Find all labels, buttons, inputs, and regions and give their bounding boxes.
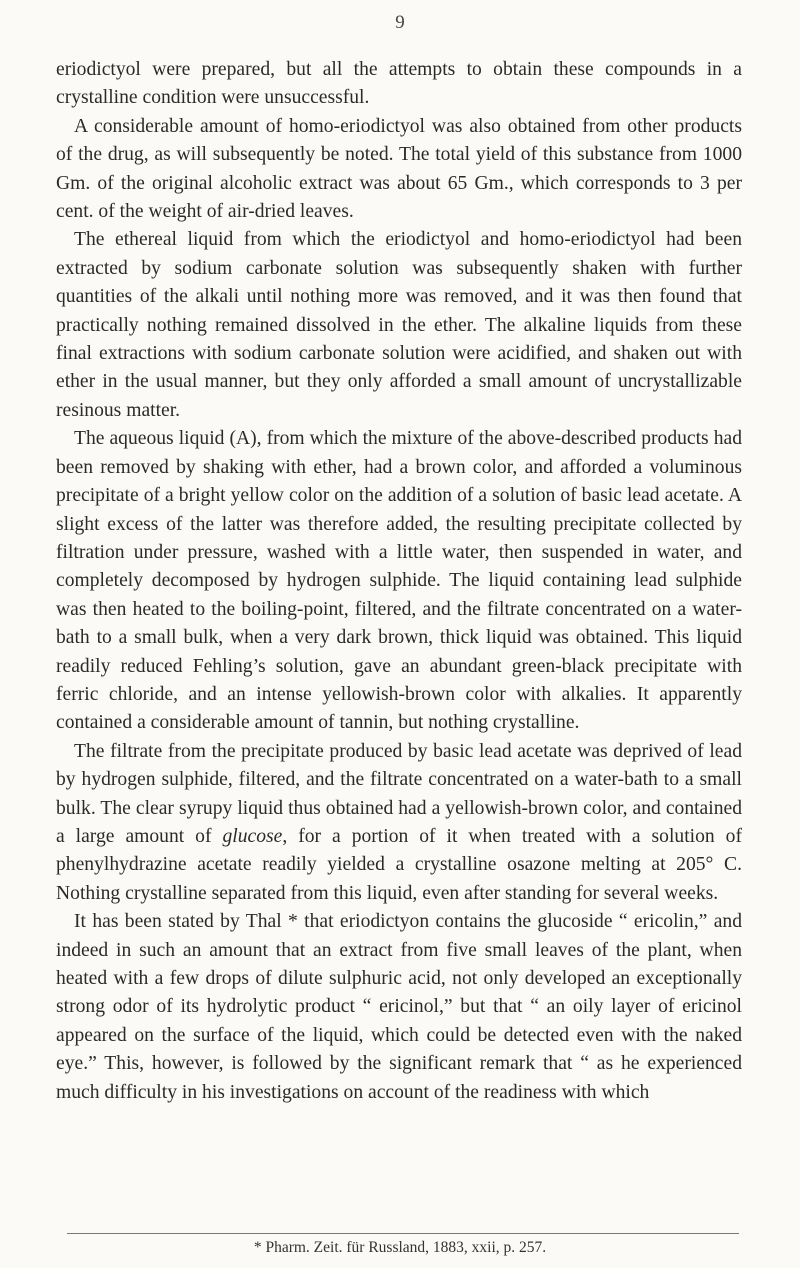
paragraph-text-before-italic: The filtrate from the precipitate produced by basic lead acetate was deprived of lead by hydrogen sulphide, filtered, and the filtrate concentrated on a water-bath to a small bulk. The clear syrupy liquid thus obtained had a yellowish-brown color, and contained a large amount of xyxy=(56,740,742,847)
paragraph-continuation: eriodictyol were prepared, but all the attempts to obtain these compounds in a crystalline condition were unsuccessful. xyxy=(56,59,742,109)
paragraph-aqueous-liquid: The aqueous liquid (A), from which the mixture of the above-described products had been removed by shaking with ether, had a brown color, and afforded a voluminous precipitate of a bright yellow color on the addition of a solution of basic lead acetate. A slight excess of the latter was therefore added, the resulting precipitate collected by filtration under pressure, washed with a little water, then suspended in water, and completely decomposed by hydrogen sulphide. The liquid containing lead sulphide was then heated to the boiling-point, filtered, and the filtrate concentrated on a water-bath to a small bulk, when a very dark brown, thick liquid was obtained. This liquid readily reduced Fehling’s solution, gave an abundant green-black precipitate with ferric chloride, and an intense yellowish-brown color with alkalies. It apparently contained a considerable amount of tannin, but nothing crystalline. xyxy=(56,428,742,734)
page-number: 9 xyxy=(395,12,405,33)
paragraph-homo-eriodictyol-yield: A considerable amount of homo-eriodictyol was also obtained from other products of the drug, as will subsequently be noted. The total yield of this substance from 1000 Gm. of the original alcoholic extract was about 65 Gm., which corresponds to 3 per cent. of the weight of air-dried leaves. xyxy=(56,115,742,223)
footnote: * Pharm. Zeit. für Russland, 1883, xxii, p. 257. xyxy=(253,1239,547,1256)
paragraph-filtrate-glucose xyxy=(56,738,742,908)
paragraph-thal-ericolin: It has been stated by Thal * that eriodictyon contains the glucoside “ ericolin,” and indeed in such an amount that an extract from five small leaves of the plant, when heated with a few drops of dilute sulphuric acid, not only developed an exceptionally strong odor of its hydrolytic product “ ericinol,” but that “ an oily layer of ericinol appeared on the surface of the liquid, which could be detected even with the naked eye.” This, however, is followed by the significant remark that “ as he experienced much difficulty in his investigations on account of the readiness with which xyxy=(56,911,742,1103)
body-text xyxy=(56,56,742,1107)
paragraph-text-after-italic: , for a portion of it when treated with a solution of phenylhydrazine acetate readily yielded a crystalline osazone melting at 205° C. Nothing crystalline separated from this liquid, even after standing for several weeks. xyxy=(56,825,742,904)
footnote-divider xyxy=(67,1233,739,1234)
paragraph-ethereal-liquid: The ethereal liquid from which the eriodictyol and homo-eriodictyol had been extracted by sodium carbonate solution was subsequently shaken with further quantities of the alkali until nothing more was removed, and it was then found that practically nothing remained dissolved in the ether. The alkaline liquids from these final extractions with sodium carbonate solution were acidified, and shaken out with ether in the usual manner, but they only afforded a small amount of uncrystallizable resinous matter. xyxy=(56,229,742,421)
italic-term-glucose: glucose xyxy=(222,825,283,847)
